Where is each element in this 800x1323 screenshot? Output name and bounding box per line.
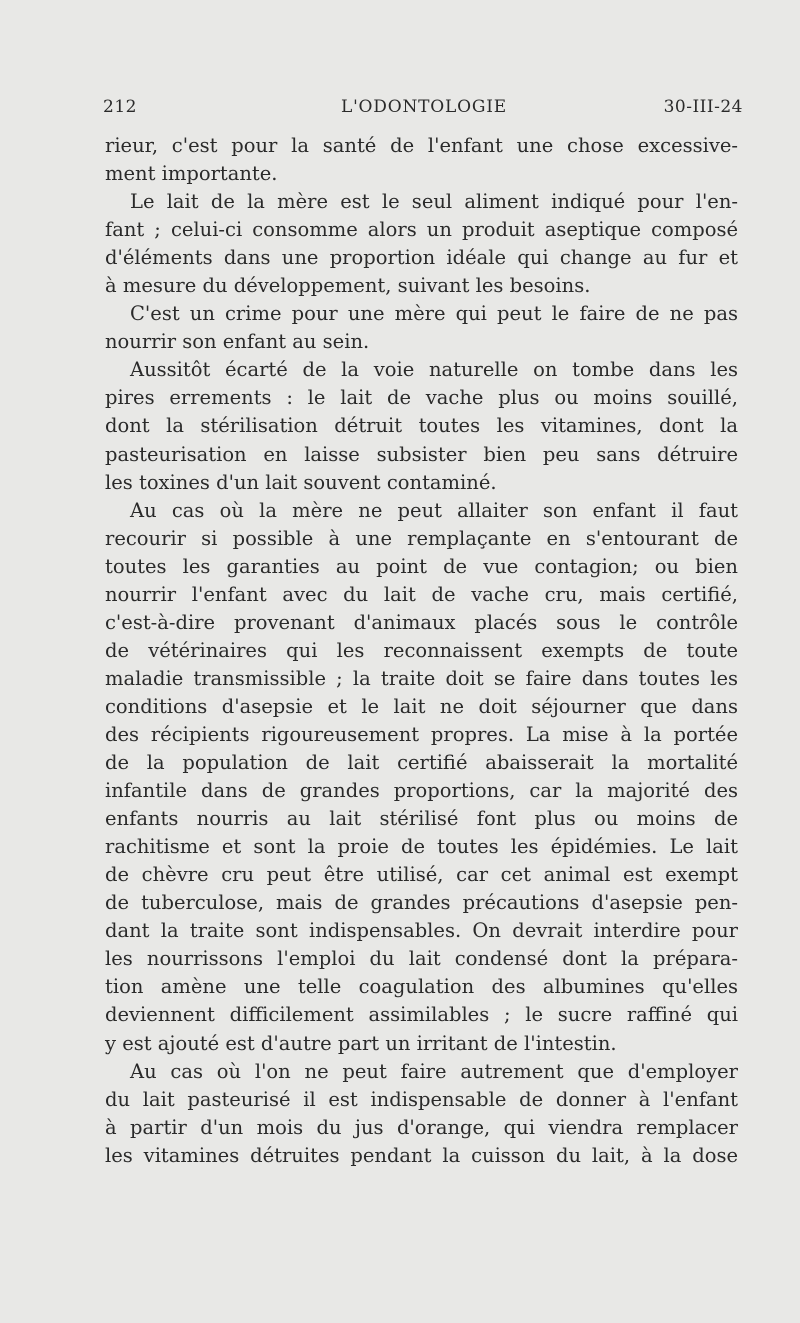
text-line: tion amène une telle coagulation des albumines qu'elles	[105, 975, 738, 999]
text-line: rachitisme et sont la proie de toutes les épidémies. Le lait	[105, 835, 738, 859]
text-line: C'est un crime pour une mère qui peut le faire de ne pas	[130, 302, 738, 326]
issue-date: 30-III-24	[663, 97, 743, 117]
running-header	[103, 97, 743, 123]
text-line: toutes les garanties au point de vue contagion; ou bien	[105, 554, 738, 578]
text-line: les nourrissons l'emploi du lait condensé dont la prépara-	[105, 947, 738, 971]
text-line: y est ajouté est d'autre part un irritant de l'intestin.	[105, 1031, 617, 1055]
text-line: nourrir l'enfant avec du lait de vache cru, mais certifié,	[105, 582, 738, 606]
text-line: pasteurisation en laisse subsister bien peu sans détruire	[105, 442, 738, 466]
text-line: conditions d'asepsie et le lait ne doit séjourner que dans	[105, 694, 738, 718]
text-line: nourrir son enfant au sein.	[105, 330, 370, 354]
text-line: fant ; celui-ci consomme alors un produit aseptique composé	[105, 218, 738, 242]
text-line: de la population de lait certifié abaisserait la mortalité	[105, 751, 738, 775]
running-title: L'ODONTOLOGIE	[341, 97, 507, 117]
text-line: de vétérinaires qui les reconnaissent exempts de toute	[105, 638, 738, 662]
text-line: ment importante.	[105, 162, 278, 186]
text-line: pires errements : le lait de vache plus ou moins souillé,	[105, 386, 738, 410]
text-line: les vitamines détruites pendant la cuisson du lait, à la dose	[105, 1143, 738, 1167]
text-line: c'est-à-dire provenant d'animaux placés sous le contrôle	[105, 610, 738, 634]
text-line: du lait pasteurisé il est indispensable de donner à l'enfant	[105, 1087, 738, 1111]
text-line: infantile dans de grandes proportions, car la majorité des	[105, 779, 738, 803]
text-line: des récipients rigoureusement propres. La mise à la portée	[105, 722, 738, 746]
text-line: à mesure du développement, suivant les besoins.	[105, 274, 591, 298]
text-line: à partir d'un mois du jus d'orange, qui viendra remplacer	[105, 1115, 738, 1139]
text-line: de chèvre cru peut être utilisé, car cet animal est exempt	[105, 863, 738, 887]
text-line: Au cas où l'on ne peut faire autrement que d'employer	[130, 1059, 738, 1083]
text-line: dont la stérilisation détruit toutes les vitamines, dont la	[105, 414, 738, 438]
text-line: Le lait de la mère est le seul aliment indiqué pour l'en-	[130, 190, 738, 214]
page-number: 212	[103, 97, 137, 117]
text-line: Au cas où la mère ne peut allaiter son enfant il faut	[130, 498, 738, 522]
body-text	[105, 132, 738, 1170]
text-line: maladie transmissible ; la traite doit se faire dans toutes les	[105, 666, 738, 690]
text-line: recourir si possible à une remplaçante en s'entourant de	[105, 526, 738, 550]
text-line: rieur, c'est pour la santé de l'enfant une chose excessive-	[105, 134, 738, 157]
text-line: de tuberculose, mais de grandes précautions d'asepsie pen-	[105, 891, 738, 915]
text-line: d'éléments dans une proportion idéale qui change au fur et	[105, 246, 738, 270]
text-line: enfants nourris au lait stérilisé font plus ou moins de	[105, 807, 738, 831]
text-line: deviennent difficilement assimilables ; le sucre raffiné qui	[105, 1003, 738, 1027]
text-line: dant la traite sont indispensables. On devrait interdire pour	[105, 919, 738, 943]
text-line: Aussitôt écarté de la voie naturelle on tombe dans les	[130, 358, 738, 382]
text-line: les toxines d'un lait souvent contaminé.	[105, 470, 497, 494]
